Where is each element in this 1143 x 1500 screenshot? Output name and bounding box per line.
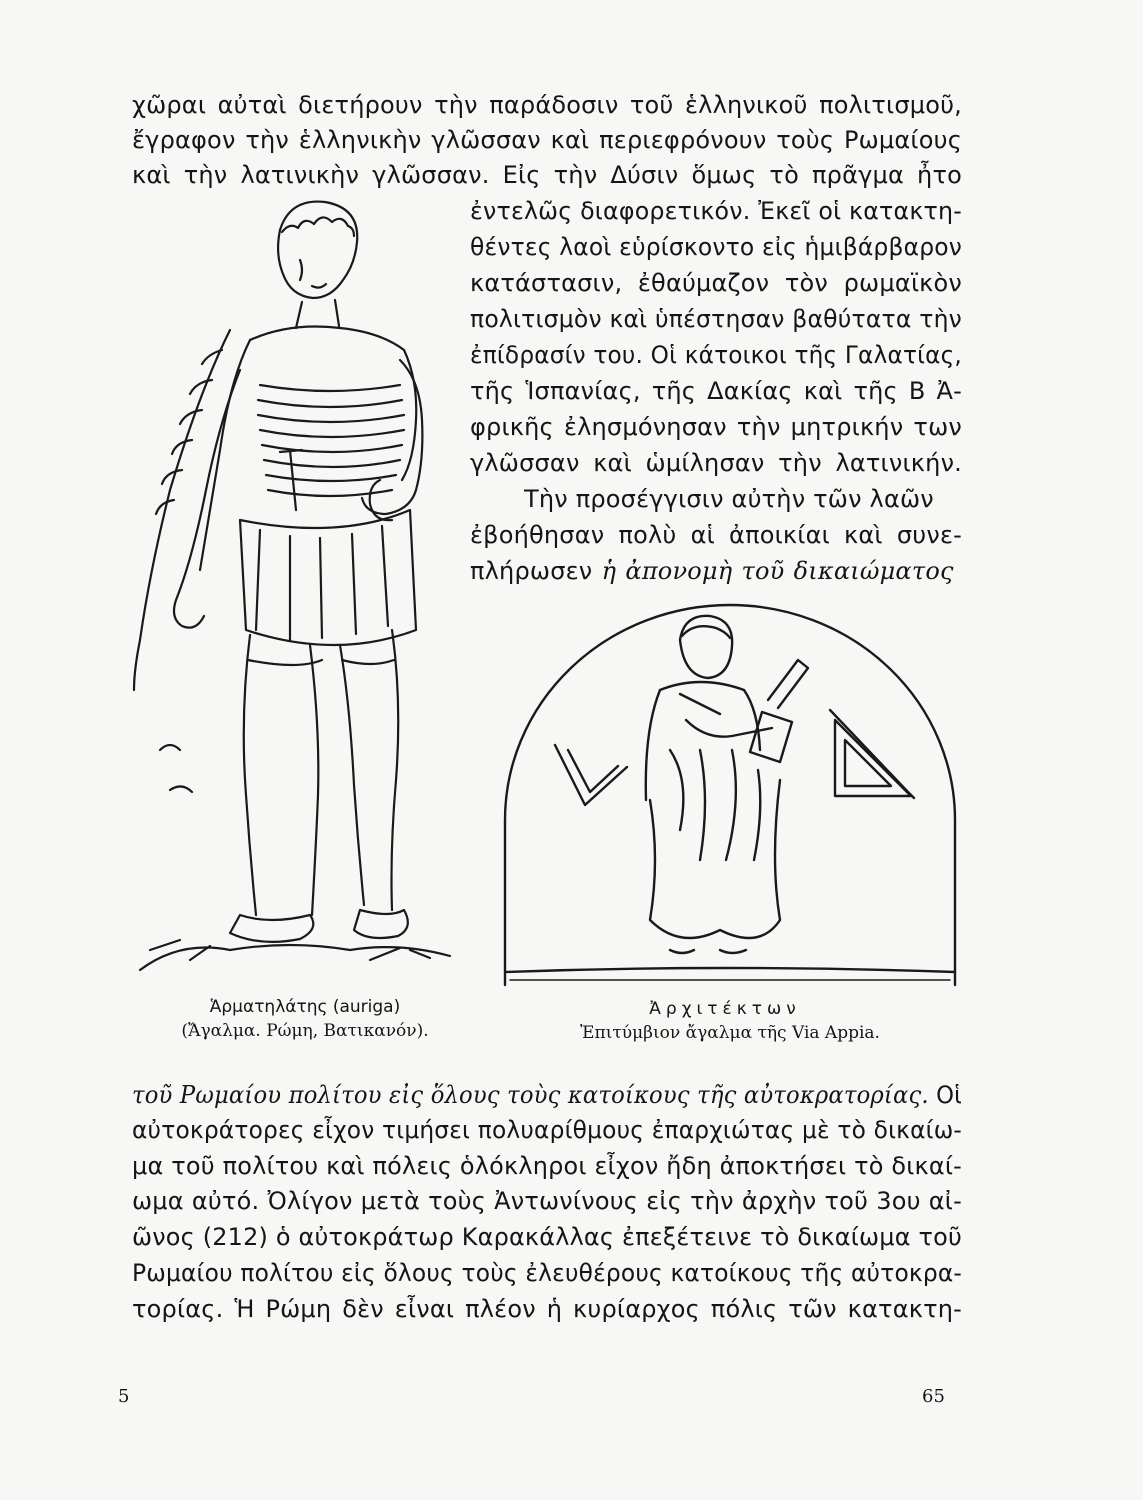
text-line: αὐτοκράτορες εἶχον τιμήσει πολυαρίθμους ἐπαρχιώτας μὲ τὸ δικαίω- <box>132 1116 962 1144</box>
text-italic: ἡ ἀπονομὴ τοῦ δικαιώματος <box>601 557 954 585</box>
text-line <box>132 1080 962 1110</box>
page-signature: 5 <box>118 1386 130 1407</box>
text-line: ἐβοήθησαν πολὺ αἱ ἀποικίαι καὶ συνε- <box>470 521 962 549</box>
text-line: φρικῆς ἐλησμόνησαν τὴν μητρικήν των <box>470 413 962 441</box>
text-line: μα τοῦ πολίτου καὶ πόλεις ὁλόκληροι εἶχον ἤδη ἀποκτήσει τὸ δικαί- <box>132 1152 962 1180</box>
text-line: Ρωμαίου πολίτου εἰς ὅλους τοὺς ἐλευθέρους κατοίκους τῆς αὐτοκρα- <box>132 1259 962 1287</box>
text-plain: πλήρωσεν <box>470 557 602 585</box>
text-line: τορίας. Ἡ Ρώμη δὲν εἶναι πλέον ἡ κυρίαρχος πόλις τῶν κατακτη- <box>132 1295 962 1323</box>
text-line: καὶ τὴν λατινικὴν γλῶσσαν. Εἰς τὴν Δύσιν ὅμως τὸ πρᾶγμα ἦτο <box>132 161 962 189</box>
text-line: γλῶσσαν καὶ ὡμίλησαν τὴν λατινικήν. <box>470 449 962 477</box>
page-number: 65 <box>922 1386 945 1407</box>
caption-charioteer-title: Ἁρματηλάτης (auriga) <box>209 997 401 1017</box>
text-italic: τοῦ Ρωμαίου πολίτου εἰς ὅλους τοὺς κατοίκους τῆς αὐτοκρατορίας. <box>132 1081 929 1109</box>
text-line: ἐντελῶς διαφορετικόν. Ἐκεῖ οἱ κατακτη- <box>470 197 962 225</box>
text-line: ωμα αὐτό. Ὀλίγον μετὰ τοὺς Ἀντωνίνους εἰς τὴν ἀρχὴν τοῦ 3ου αἰ- <box>132 1187 962 1215</box>
text-line: πολιτισμὸν καὶ ὑπέστησαν βαθύτατα τὴν <box>470 305 962 333</box>
text-line: ἔγραφον τὴν ἑλληνικὴν γλῶσσαν καὶ περιεφρόνουν τοὺς Ρωμαίους <box>132 126 962 154</box>
caption-architect-title: Ἀρχιτέκτων <box>649 999 801 1019</box>
text-line: τῆς Ἱσπανίας, τῆς Δακίας καὶ τῆς Β Ἀ- <box>470 377 962 405</box>
text-line: ἐπίδρασίν του. Οἱ κάτοικοι τῆς Γαλατίας, <box>470 341 962 369</box>
text-line: Τὴν προσέγγισιν αὐτὴν τῶν λαῶν <box>524 485 934 513</box>
architect-tombstone-illustration <box>500 600 960 990</box>
text-line: ῶνος (212) ὁ αὐτοκράτωρ Καρακάλλας ἐπεξέτεινε τὸ δικαίωμα τοῦ <box>132 1223 962 1251</box>
text-line: κατάστασιν, ἐθαύμαζον τὸν ρωμαϊκὸν <box>470 269 962 297</box>
text-plain: Οἱ <box>928 1081 962 1109</box>
text-line: θέντες λαοὶ εὑρίσκοντο εἰς ἡμιβάρβαρον <box>470 233 962 261</box>
caption-charioteer-source: (Ἄγαλμα. Ρώμη, Βατικανόν). <box>181 1021 429 1041</box>
caption-architect-source: Ἐπιτύμβιον ἄγαλμα τῆς Via Appia. <box>580 1023 880 1043</box>
charioteer-statue-illustration <box>130 190 460 990</box>
text-line <box>470 556 962 586</box>
text-line: χῶραι αὐταὶ διετήρουν τὴν παράδοσιν τοῦ ἑλληνικοῦ πολιτισμοῦ, <box>132 91 962 119</box>
